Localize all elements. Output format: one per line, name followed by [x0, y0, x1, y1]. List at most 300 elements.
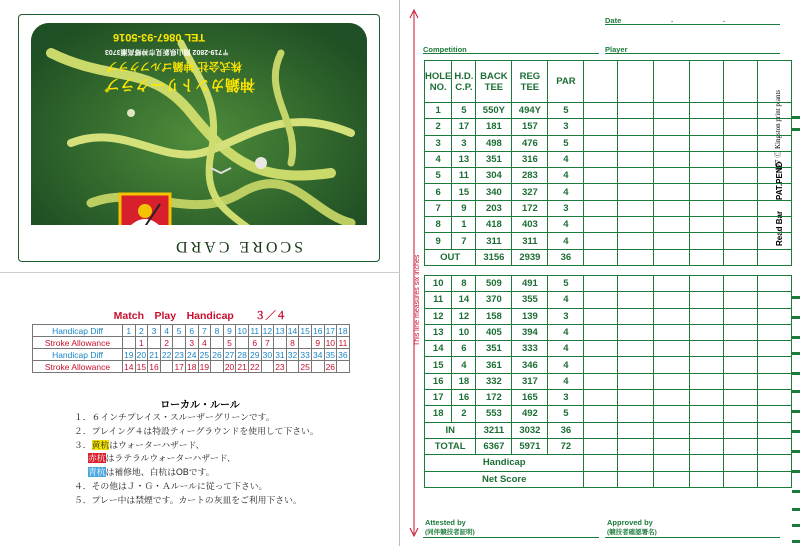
score-entry-cell[interactable]	[724, 357, 758, 373]
back-tee-yards: 340	[476, 184, 512, 200]
score-entry-cell[interactable]	[690, 151, 724, 167]
score-entry-cell[interactable]	[584, 471, 618, 487]
read-bar-text: Read Bar	[775, 210, 784, 246]
score-entry-cell[interactable]	[690, 292, 724, 308]
par-value: 3	[548, 200, 584, 216]
out-reg: 2939	[512, 249, 548, 265]
back-tee-yards: 361	[476, 357, 512, 373]
score-entry-cell[interactable]	[654, 103, 690, 119]
score-entry-cell[interactable]	[758, 217, 792, 233]
rule-item	[74, 439, 319, 453]
handicap-cell	[337, 361, 350, 373]
handicap-table	[32, 324, 350, 373]
score-entry-cell[interactable]	[690, 275, 724, 291]
score-entry-cell[interactable]	[618, 373, 654, 389]
hole-number: 3	[425, 135, 452, 151]
score-card-title: SCORE CARD	[167, 237, 309, 255]
back-tee-yards: 509	[476, 275, 512, 291]
score-entry-cell[interactable]	[584, 135, 618, 151]
date-label: Date	[605, 16, 622, 25]
score-entry-cell[interactable]	[724, 438, 758, 454]
score-entry-cell[interactable]	[758, 373, 792, 389]
handicap-cell: 6	[248, 337, 261, 349]
score-entry-cell[interactable]	[724, 184, 758, 200]
par-value: 4	[548, 292, 584, 308]
score-entry-cell[interactable]	[724, 249, 758, 265]
score-entry-cell[interactable]	[618, 184, 654, 200]
handicap-cell: 27	[224, 349, 235, 360]
score-entry-cell[interactable]	[758, 341, 792, 357]
score-entry-cell[interactable]	[724, 217, 758, 233]
edge-tick	[792, 116, 800, 119]
score-entry-cell[interactable]	[758, 249, 792, 265]
score-entry-cell[interactable]	[758, 438, 792, 454]
score-entry-cell[interactable]	[654, 233, 690, 249]
score-entry-cell[interactable]	[618, 390, 654, 406]
handicap-cell: 25	[300, 361, 310, 372]
hole-number: 7	[425, 200, 452, 216]
score-entry-cell[interactable]	[724, 168, 758, 184]
score-entry-cell[interactable]	[690, 217, 724, 233]
handicap-cell: 3	[185, 337, 198, 349]
hole-row	[425, 324, 792, 340]
date-separator: .	[671, 15, 674, 24]
edge-tick	[792, 390, 800, 393]
hole-row	[425, 292, 792, 308]
back-tee-yards: 370	[476, 292, 512, 308]
score-entry-cell[interactable]	[654, 292, 690, 308]
reg-tee-yards: 157	[512, 119, 548, 135]
handicap-cell: 23	[174, 349, 184, 360]
score-entry-cell[interactable]	[618, 292, 654, 308]
par-value: 4	[548, 357, 584, 373]
scorecard-table	[424, 60, 792, 488]
hole-row	[425, 390, 792, 406]
handicap-cell: 5	[173, 325, 186, 337]
score-entry-cell[interactable]	[724, 406, 758, 422]
par-value: 3	[548, 308, 584, 324]
score-entry-cell[interactable]	[724, 151, 758, 167]
score-entry-cell[interactable]	[724, 471, 758, 487]
fold-line	[0, 272, 400, 273]
handicap-cell: 9	[311, 337, 324, 349]
score-entry-cell[interactable]	[690, 357, 724, 373]
total-reg: 5971	[512, 438, 548, 454]
back-tee-yards: 311	[476, 233, 512, 249]
hole-number: 12	[425, 308, 452, 324]
handicap-row	[33, 337, 350, 349]
header-text: NO.	[429, 81, 447, 93]
par-value: 4	[548, 184, 584, 200]
hdcp-header	[452, 61, 476, 103]
handicap-cell: 25	[199, 349, 210, 360]
reg-tee-yards: 492	[512, 406, 548, 422]
hole-row	[425, 200, 792, 216]
handicap-cell: 7	[261, 337, 274, 349]
score-entry-cell[interactable]	[618, 455, 654, 471]
score-entry-cell[interactable]	[690, 471, 724, 487]
total-label: TOTAL	[425, 438, 476, 454]
score-entry-cell[interactable]	[584, 390, 618, 406]
score-entry-cell[interactable]	[724, 233, 758, 249]
score-entry-cell[interactable]	[690, 168, 724, 184]
back-tee-yards: 550Y	[476, 103, 512, 119]
score-entry-cell[interactable]	[584, 119, 618, 135]
player-label: Player	[605, 45, 628, 54]
hole-row	[425, 373, 792, 389]
hdcp-value: 14	[452, 292, 476, 308]
score-entry-cell[interactable]	[724, 61, 758, 103]
score-entry-cell[interactable]	[724, 119, 758, 135]
match-play-title: Match Play Handicap ３／４	[113, 310, 287, 322]
score-entry-cell[interactable]	[584, 249, 618, 265]
score-entry-cell[interactable]	[584, 275, 618, 291]
score-entry-cell[interactable]	[758, 184, 792, 200]
header-text: REG	[519, 70, 541, 82]
score-entry-cell[interactable]	[758, 119, 792, 135]
score-entry-cell[interactable]	[758, 390, 792, 406]
score-entry-cell[interactable]	[618, 119, 654, 135]
score-entry-cell[interactable]	[690, 249, 724, 265]
score-entry-cell[interactable]	[758, 324, 792, 340]
score-entry-cell[interactable]	[584, 438, 618, 454]
handicap-cell	[123, 337, 136, 349]
fold-gap-cell	[425, 265, 792, 275]
handicap-cell: 15	[136, 361, 147, 372]
back-tee-yards: 304	[476, 168, 512, 184]
score-entry-cell[interactable]	[690, 422, 724, 438]
hole-row	[425, 135, 792, 151]
reg-tee-yards: 346	[512, 357, 548, 373]
handicap-cell: 26	[325, 361, 336, 372]
handicap-cell: 14	[287, 325, 298, 336]
hdcp-value: 9	[452, 200, 476, 216]
back-tee-yards: 332	[476, 373, 512, 389]
out-label: OUT	[425, 249, 476, 265]
score-entry-cell[interactable]	[724, 390, 758, 406]
score-entry-cell[interactable]	[690, 308, 724, 324]
handicap-cell: 17	[325, 325, 336, 336]
handicap-cell: 12	[262, 325, 273, 336]
score-entry-cell[interactable]	[654, 151, 690, 167]
reg-tee-yards: 333	[512, 341, 548, 357]
score-entry-cell[interactable]	[584, 168, 618, 184]
score-entry-cell[interactable]	[690, 438, 724, 454]
score-entry-cell[interactable]	[724, 135, 758, 151]
score-entry-cell[interactable]	[618, 308, 654, 324]
out-par: 36	[548, 249, 584, 265]
rule-item: ４．その他はＪ・Ｇ・Ａルールに従って下さい。	[74, 480, 268, 491]
reg-tee-yards: 403	[512, 217, 548, 233]
score-entry-cell[interactable]	[584, 61, 618, 103]
competition-line[interactable]	[423, 53, 599, 54]
score-entry-cell[interactable]	[654, 471, 690, 487]
score-entry-cell[interactable]	[724, 292, 758, 308]
score-entry-cell[interactable]	[618, 151, 654, 167]
score-entry-cell[interactable]	[724, 308, 758, 324]
fold-gap	[425, 265, 792, 275]
handicap-cell: 24	[187, 349, 197, 360]
score-entry-cell[interactable]	[618, 471, 654, 487]
rule-text: は補修地、白杭はOBです。	[105, 467, 215, 478]
score-entry-cell[interactable]	[584, 292, 618, 308]
header-text: PAR	[556, 76, 576, 87]
score-entry-cell[interactable]	[758, 357, 792, 373]
handicap-cell: 1	[135, 337, 148, 349]
score-entry-cell[interactable]	[654, 275, 690, 291]
par-value: 4	[548, 151, 584, 167]
club-name-text: 神鍋カントリークラブ	[105, 76, 256, 93]
score-entry-cell[interactable]	[758, 422, 792, 438]
score-entry-cell[interactable]	[654, 200, 690, 216]
handicap-row	[33, 361, 350, 373]
score-entry-cell[interactable]	[618, 200, 654, 216]
par-value: 4	[548, 341, 584, 357]
handicap-cell: 34	[312, 349, 323, 360]
hdcp-value: 13	[452, 151, 476, 167]
hole-number: 6	[425, 184, 452, 200]
total-back: 6367	[476, 438, 512, 454]
score-entry-cell[interactable]	[584, 422, 618, 438]
score-entry-cell[interactable]	[618, 324, 654, 340]
score-entry-cell[interactable]	[758, 471, 792, 487]
score-entry-cell[interactable]	[690, 200, 724, 216]
score-entry-cell[interactable]	[758, 151, 792, 167]
rule-text: はウォーターハザード、	[109, 439, 205, 450]
score-entry-cell[interactable]	[758, 135, 792, 151]
score-entry-cell[interactable]	[690, 373, 724, 389]
score-entry-cell[interactable]	[724, 373, 758, 389]
score-entry-cell[interactable]	[618, 103, 654, 119]
cover-panel	[18, 14, 380, 262]
score-entry-cell[interactable]	[654, 390, 690, 406]
hole-row	[425, 275, 792, 291]
score-entry-cell[interactable]	[654, 455, 690, 471]
score-entry-cell[interactable]	[618, 135, 654, 151]
handicap-cell: 29	[250, 349, 260, 360]
par-value: 4	[548, 324, 584, 340]
score-entry-cell[interactable]	[584, 217, 618, 233]
hole-row	[425, 217, 792, 233]
score-entry-cell[interactable]	[690, 324, 724, 340]
score-entry-cell[interactable]	[654, 217, 690, 233]
handicap-cell: 32	[287, 349, 298, 360]
hole-number: 15	[425, 357, 452, 373]
score-entry-cell[interactable]	[654, 357, 690, 373]
hdcp-value: 3	[452, 135, 476, 151]
score-entry-cell[interactable]	[654, 422, 690, 438]
score-entry-cell[interactable]	[690, 390, 724, 406]
handicap-cell: 11	[338, 337, 348, 348]
hole-number: 13	[425, 324, 452, 340]
score-entry-cell[interactable]	[758, 200, 792, 216]
score-entry-cell[interactable]	[690, 184, 724, 200]
score-entry-cell[interactable]	[618, 341, 654, 357]
rule-item	[74, 466, 319, 480]
score-entry-cell[interactable]	[690, 103, 724, 119]
edge-tick	[792, 540, 800, 543]
score-entry-cell[interactable]	[690, 61, 724, 103]
handicap-cell	[286, 361, 299, 373]
rule-item: １．６インチプレイス・スルーザーグリーンです。	[74, 412, 275, 422]
scorecard-header	[425, 61, 792, 103]
course-map-icon	[31, 23, 367, 253]
par-value: 5	[548, 406, 584, 422]
header-text: TEE	[520, 81, 540, 93]
score-entry-cell[interactable]	[584, 308, 618, 324]
score-entry-cell[interactable]	[690, 341, 724, 357]
par-value: 4	[548, 217, 584, 233]
total-par: 72	[548, 438, 584, 454]
score-entry-cell[interactable]	[758, 233, 792, 249]
score-entry-cell[interactable]	[724, 422, 758, 438]
score-entry-cell[interactable]	[618, 249, 654, 265]
in-back: 3211	[476, 422, 512, 438]
score-entry-cell[interactable]	[758, 455, 792, 471]
handicap-cell	[211, 361, 224, 373]
score-entry-cell[interactable]	[690, 455, 724, 471]
net-score-row	[425, 471, 792, 487]
score-entry-cell[interactable]	[724, 103, 758, 119]
score-entry-cell[interactable]	[584, 373, 618, 389]
hole-row	[425, 357, 792, 373]
hdcp-value: 11	[452, 168, 476, 184]
score-entry-cell[interactable]	[724, 200, 758, 216]
header-text: TEE	[484, 81, 504, 93]
score-entry-cell[interactable]	[690, 119, 724, 135]
handicap-cell: 19	[124, 349, 134, 360]
back-tee-yards: 172	[476, 390, 512, 406]
score-entry-cell[interactable]	[654, 308, 690, 324]
back-tee-yards: 553	[476, 406, 512, 422]
hole-row	[425, 406, 792, 422]
hdcp-value: 15	[452, 184, 476, 200]
header-text: C.P.	[455, 81, 473, 93]
reg-tee-yards: 494Y	[512, 103, 548, 119]
score-entry-cell[interactable]	[618, 61, 654, 103]
handicap-cell: 10	[237, 325, 247, 336]
score-entry-cell[interactable]	[584, 406, 618, 422]
handicap-cell: 15	[300, 325, 310, 336]
score-entry-cell[interactable]	[618, 275, 654, 291]
tel-text: TEL 0867-93-5016	[113, 31, 206, 43]
score-entry-cell[interactable]	[584, 103, 618, 119]
attested-label: Attested by	[425, 518, 466, 527]
score-entry-cell[interactable]	[654, 119, 690, 135]
hole-row	[425, 184, 792, 200]
in-par: 36	[548, 422, 584, 438]
score-entry-cell[interactable]	[584, 357, 618, 373]
score-entry-cell[interactable]	[584, 233, 618, 249]
edge-tick	[792, 450, 800, 453]
reg-tee-yards: 394	[512, 324, 548, 340]
hdcp-value: 1	[452, 217, 476, 233]
yellow-stake-label: 黄杭	[91, 439, 110, 450]
approved-line[interactable]	[605, 537, 780, 538]
handicap-cell: 35	[325, 349, 336, 360]
score-entry-cell[interactable]	[758, 275, 792, 291]
score-entry-cell[interactable]	[618, 168, 654, 184]
hole-row	[425, 119, 792, 135]
score-entry-cell[interactable]	[758, 103, 792, 119]
handicap-cell: 2	[160, 337, 173, 349]
score-entry-cell[interactable]	[618, 422, 654, 438]
score-entry-cell[interactable]	[654, 168, 690, 184]
score-entry-cell[interactable]	[690, 406, 724, 422]
score-entry-cell[interactable]	[584, 151, 618, 167]
handicap-cell: 16	[312, 325, 323, 336]
score-entry-cell[interactable]	[724, 341, 758, 357]
hole-row	[425, 168, 792, 184]
hole-number: 14	[425, 341, 452, 357]
score-entry-cell[interactable]	[584, 324, 618, 340]
score-entry-cell[interactable]	[654, 438, 690, 454]
score-entry-cell[interactable]	[654, 135, 690, 151]
hdcp-value: 2	[452, 406, 476, 422]
par-value: 3	[548, 390, 584, 406]
hdcp-value: 10	[452, 324, 476, 340]
handicap-cell: 33	[300, 349, 310, 360]
score-entry-cell[interactable]	[584, 455, 618, 471]
score-entry-cell[interactable]	[654, 61, 690, 103]
edge-tick	[792, 316, 800, 319]
score-entry-cell[interactable]	[654, 406, 690, 422]
score-entry-cell[interactable]	[618, 438, 654, 454]
score-entry-cell[interactable]	[654, 324, 690, 340]
score-entry-cell[interactable]	[758, 406, 792, 422]
handicap-cell: 11	[250, 325, 260, 336]
course-aerial-image	[31, 23, 367, 253]
player-line[interactable]	[605, 53, 780, 54]
score-entry-cell[interactable]	[654, 341, 690, 357]
handicap-row	[33, 349, 350, 361]
handicap-label: Handicap	[425, 455, 584, 471]
score-entry-cell[interactable]	[654, 373, 690, 389]
score-entry-cell[interactable]	[724, 455, 758, 471]
handicap-cell	[173, 337, 186, 349]
score-entry-cell[interactable]	[584, 200, 618, 216]
score-entry-cell[interactable]	[758, 61, 792, 103]
back-tee-yards: 158	[476, 308, 512, 324]
score-entry-cell[interactable]	[690, 135, 724, 151]
score-entry-cell[interactable]	[690, 233, 724, 249]
score-entry-cell[interactable]	[584, 184, 618, 200]
handicap-cell	[311, 361, 324, 373]
attested-line[interactable]	[423, 537, 599, 538]
hdcp-value: 5	[452, 103, 476, 119]
score-entry-cell[interactable]	[618, 233, 654, 249]
back-tee-yards: 418	[476, 217, 512, 233]
hdcp-value: 4	[452, 357, 476, 373]
score-entry-cell[interactable]	[654, 184, 690, 200]
reg-tee-yards: 316	[512, 151, 548, 167]
score-entry-cell[interactable]	[758, 168, 792, 184]
score-entry-cell[interactable]	[724, 324, 758, 340]
score-entry-cell[interactable]	[618, 217, 654, 233]
score-entry-cell[interactable]	[618, 406, 654, 422]
handicap-cell	[274, 337, 287, 349]
date-line[interactable]	[605, 24, 780, 25]
score-entry-cell[interactable]	[758, 308, 792, 324]
handicap-cell: 3	[148, 325, 161, 337]
score-entry-cell[interactable]	[724, 275, 758, 291]
score-entry-cell[interactable]	[584, 341, 618, 357]
score-entry-cell[interactable]	[758, 292, 792, 308]
handicap-row-label: Handicap Diff	[33, 325, 123, 337]
company-text: 株式会社 神鍋ゴルフクラブ	[107, 60, 242, 72]
score-entry-cell[interactable]	[618, 357, 654, 373]
score-entry-cell[interactable]	[654, 249, 690, 265]
